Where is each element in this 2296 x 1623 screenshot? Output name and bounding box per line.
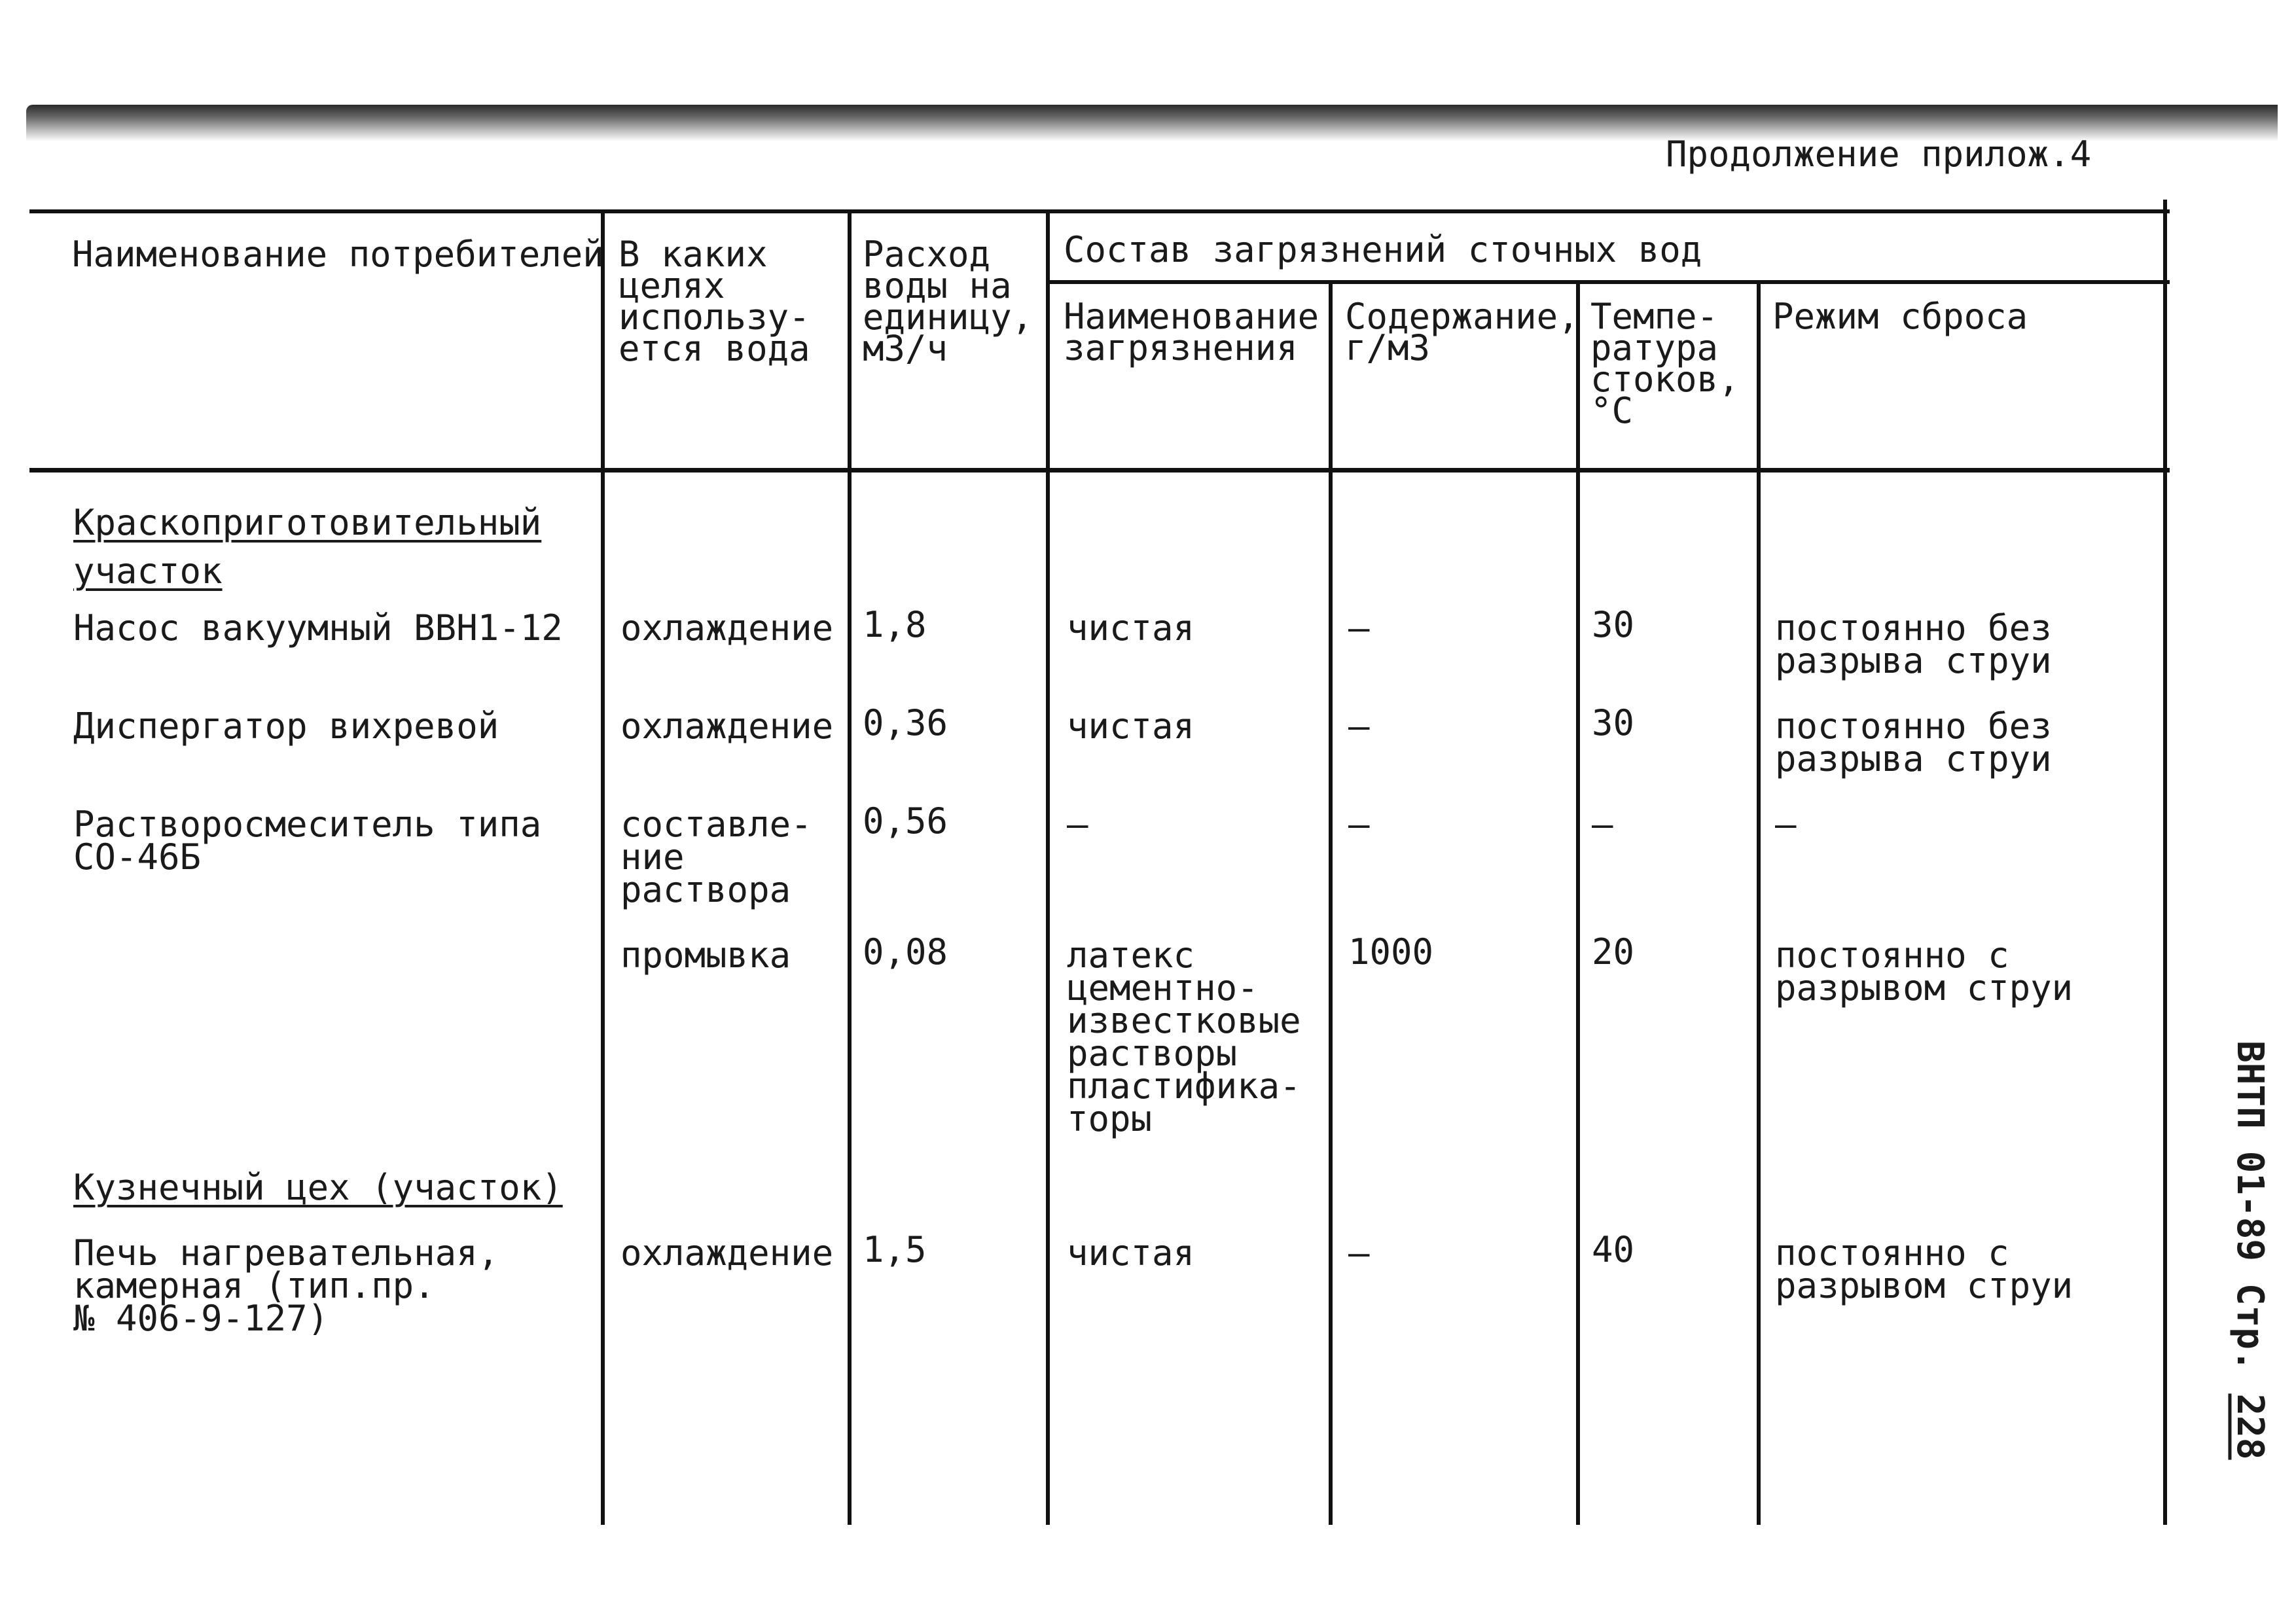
header-pollutant: Наименование загрязнения xyxy=(1064,296,1319,368)
row-purpose: охлаждение xyxy=(620,705,834,747)
row-purpose: промывка xyxy=(620,935,791,976)
header-mode: Режим сброса xyxy=(1772,296,2028,337)
row-temperature: 30 xyxy=(1592,702,1635,743)
document-code: ВНТП 01-89 Стр. xyxy=(2229,1041,2271,1372)
col-divider-temperature xyxy=(1757,281,1761,1525)
row-mode: постоянно без разрыва струи xyxy=(1775,607,2052,681)
row-temperature: 40 xyxy=(1592,1229,1635,1270)
header-bottom-border xyxy=(29,468,2170,473)
header-composition: Состав загрязнений сточных вод xyxy=(1064,229,1702,270)
col-divider-flow xyxy=(1046,209,1050,1525)
row-consumer: Печь нагревательная, камерная (тип.пр. № 406-9-127) xyxy=(73,1232,499,1339)
header-content: Содержание, г/м3 xyxy=(1345,296,1579,368)
header-consumer: Наименование потребителей xyxy=(72,234,604,275)
section-title-forge: Кузнечный цех (участок) xyxy=(73,1167,563,1208)
row-pollutant: чистая xyxy=(1067,607,1195,649)
col-divider-content xyxy=(1576,281,1580,1525)
row-purpose: охлаждение xyxy=(620,1232,834,1274)
row-mode: постоянно с разрывом струи xyxy=(1775,1232,2073,1306)
row-temperature: 20 xyxy=(1592,931,1635,972)
continuation-note: Продолжение прилож.4 xyxy=(1666,134,2092,175)
side-page-marker xyxy=(2229,1041,2271,1460)
row-flow: 1,5 xyxy=(863,1229,927,1270)
table-right-border xyxy=(2163,200,2167,1525)
row-content: – xyxy=(1348,804,1370,845)
row-consumer: Насос вакуумный ВВН1-12 xyxy=(73,607,563,649)
composition-header-divider xyxy=(1047,280,2170,284)
header-temperature: Темпе- ратура стоков, °С xyxy=(1590,296,1740,431)
row-flow: 0,36 xyxy=(863,702,948,743)
row-content: – xyxy=(1348,607,1370,649)
row-flow: 0,08 xyxy=(863,931,948,972)
row-mode: постоянно с разрывом струи xyxy=(1775,935,2073,1008)
row-pollutant: латекс цементно- известковые растворы пластифика- торы xyxy=(1067,935,1301,1139)
row-content: 1000 xyxy=(1348,931,1434,972)
col-divider-pollutant xyxy=(1329,281,1333,1525)
row-content: – xyxy=(1348,1232,1370,1274)
header-flow: Расход воды на единицу, м3/ч xyxy=(863,234,1033,369)
col-divider-purpose xyxy=(848,209,852,1525)
row-pollutant: – xyxy=(1067,804,1088,845)
row-mode: – xyxy=(1775,804,1797,845)
row-consumer: Растворосмеситель типа СО-46Б xyxy=(73,804,542,878)
page-number: 228 xyxy=(2229,1393,2271,1460)
row-temperature: – xyxy=(1592,804,1613,845)
section-title-paint-prep: Краскоприготовительный участок xyxy=(73,502,542,592)
row-pollutant: чистая xyxy=(1067,1232,1195,1274)
row-mode: постоянно без разрыва струи xyxy=(1775,705,2052,779)
row-flow: 0,56 xyxy=(863,800,948,842)
row-purpose: охлаждение xyxy=(620,607,834,649)
col-divider-consumer xyxy=(601,209,605,1525)
row-flow: 1,8 xyxy=(863,604,927,645)
row-consumer: Диспергатор вихревой xyxy=(73,705,499,747)
row-purpose: составле- ние раствора xyxy=(620,804,812,910)
header-purpose: В каких целях использу- ется вода xyxy=(619,234,810,369)
row-temperature: 30 xyxy=(1592,604,1635,645)
table-top-border xyxy=(29,209,2170,213)
row-pollutant: чистая xyxy=(1067,705,1195,747)
row-content: – xyxy=(1348,705,1370,747)
